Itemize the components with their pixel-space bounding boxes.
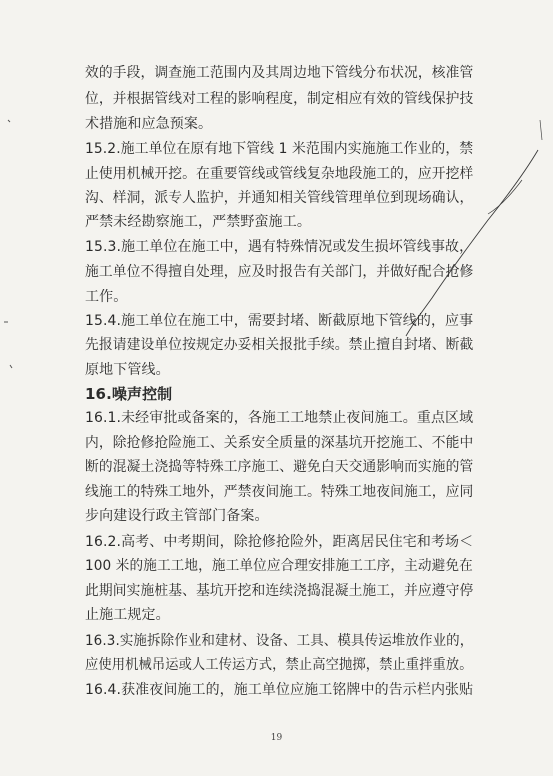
text-line: 线施工的特殊工地外，严禁夜间施工。特殊工地夜间施工，应同 bbox=[85, 484, 474, 500]
text-line: 止使用机械开挖。在重要管线或管线复杂地段施工的，应开挖样 bbox=[85, 166, 474, 182]
scan-speck-1 bbox=[8, 120, 10, 122]
text-line: 15.4.施工单位在施工中，需要封堵、断截原地下管线的，应事 bbox=[85, 313, 474, 329]
text-line: 16.2.高考、中考期间，除抢修抢险外，距离居民住宅和考场＜ bbox=[85, 534, 474, 550]
text-line: 此期间实施桩基、基坑开挖和连续浇捣混凝土施工，并应遵守停 bbox=[85, 583, 474, 599]
text-line: 施工单位不得擅自处理，应及时报告有关部门，并做好配合抢修 bbox=[85, 264, 474, 280]
text-line: 16.3.实施拆除作业和建材、设备、工具、模具传运堆放作业的， bbox=[85, 633, 474, 649]
text-line: 先报请建设单位按规定办妥相关报批手续。禁止擅自封堵、断截 bbox=[85, 337, 474, 353]
text-line: 位，并根据管线对工程的影响程度，制定相应有效的管线保护技 bbox=[85, 91, 474, 107]
text-line: 100 米的施工工地，施工单位应合理安排施工工序，主动避免在 bbox=[85, 558, 473, 574]
text-line: 步向建设行政主管部门备案。 bbox=[85, 508, 269, 524]
text-line: 严禁未经勘察施工，严禁野蛮施工。 bbox=[85, 214, 311, 230]
text-line: 止施工规定。 bbox=[85, 607, 170, 623]
text-line: 术措施和应急预案。 bbox=[85, 116, 213, 132]
text-line: 原地下管线。 bbox=[85, 362, 170, 378]
pen-stroke-secondary bbox=[488, 180, 522, 214]
text-line: 沟、样洞，派专人监护，并通知相关管线管理单位到现场确认， bbox=[85, 190, 474, 206]
pen-stroke-edge bbox=[540, 120, 542, 140]
text-line: 工作。 bbox=[85, 289, 128, 305]
text-line: 15.3.施工单位在施工中，遇有特殊情况或发生损坏管线事故， bbox=[85, 239, 474, 255]
text-line: 断的混凝土浇捣等特殊工序施工、避免白天交通影响而实施的管 bbox=[85, 459, 474, 475]
text-line: 16.4.获准夜间施工的，施工单位应施工铭牌中的告示栏内张贴 bbox=[85, 682, 474, 698]
text-line: 16.1.未经审批或备案的，各施工工地禁止夜间施工。重点区域 bbox=[85, 410, 474, 426]
text-line: 内，除抢修抢险施工、关系安全质量的深基坑开挖施工、不能中 bbox=[85, 435, 474, 451]
page-number: 19 bbox=[270, 733, 283, 743]
text-line: 应使用机械吊运或人工传运方式，禁止高空抛掷，禁止重拌重放。 bbox=[85, 657, 473, 673]
section-heading: 16.噪声控制 bbox=[85, 385, 173, 403]
text-line: 效的手段，调查施工范围内及其周边地下管线分布状况，核准管 bbox=[85, 65, 474, 81]
text-line: 15.2.施工单位在原有地下管线 1 米范围内实施施工作业的，禁 bbox=[85, 141, 474, 157]
scan-speck-3 bbox=[10, 365, 12, 368]
